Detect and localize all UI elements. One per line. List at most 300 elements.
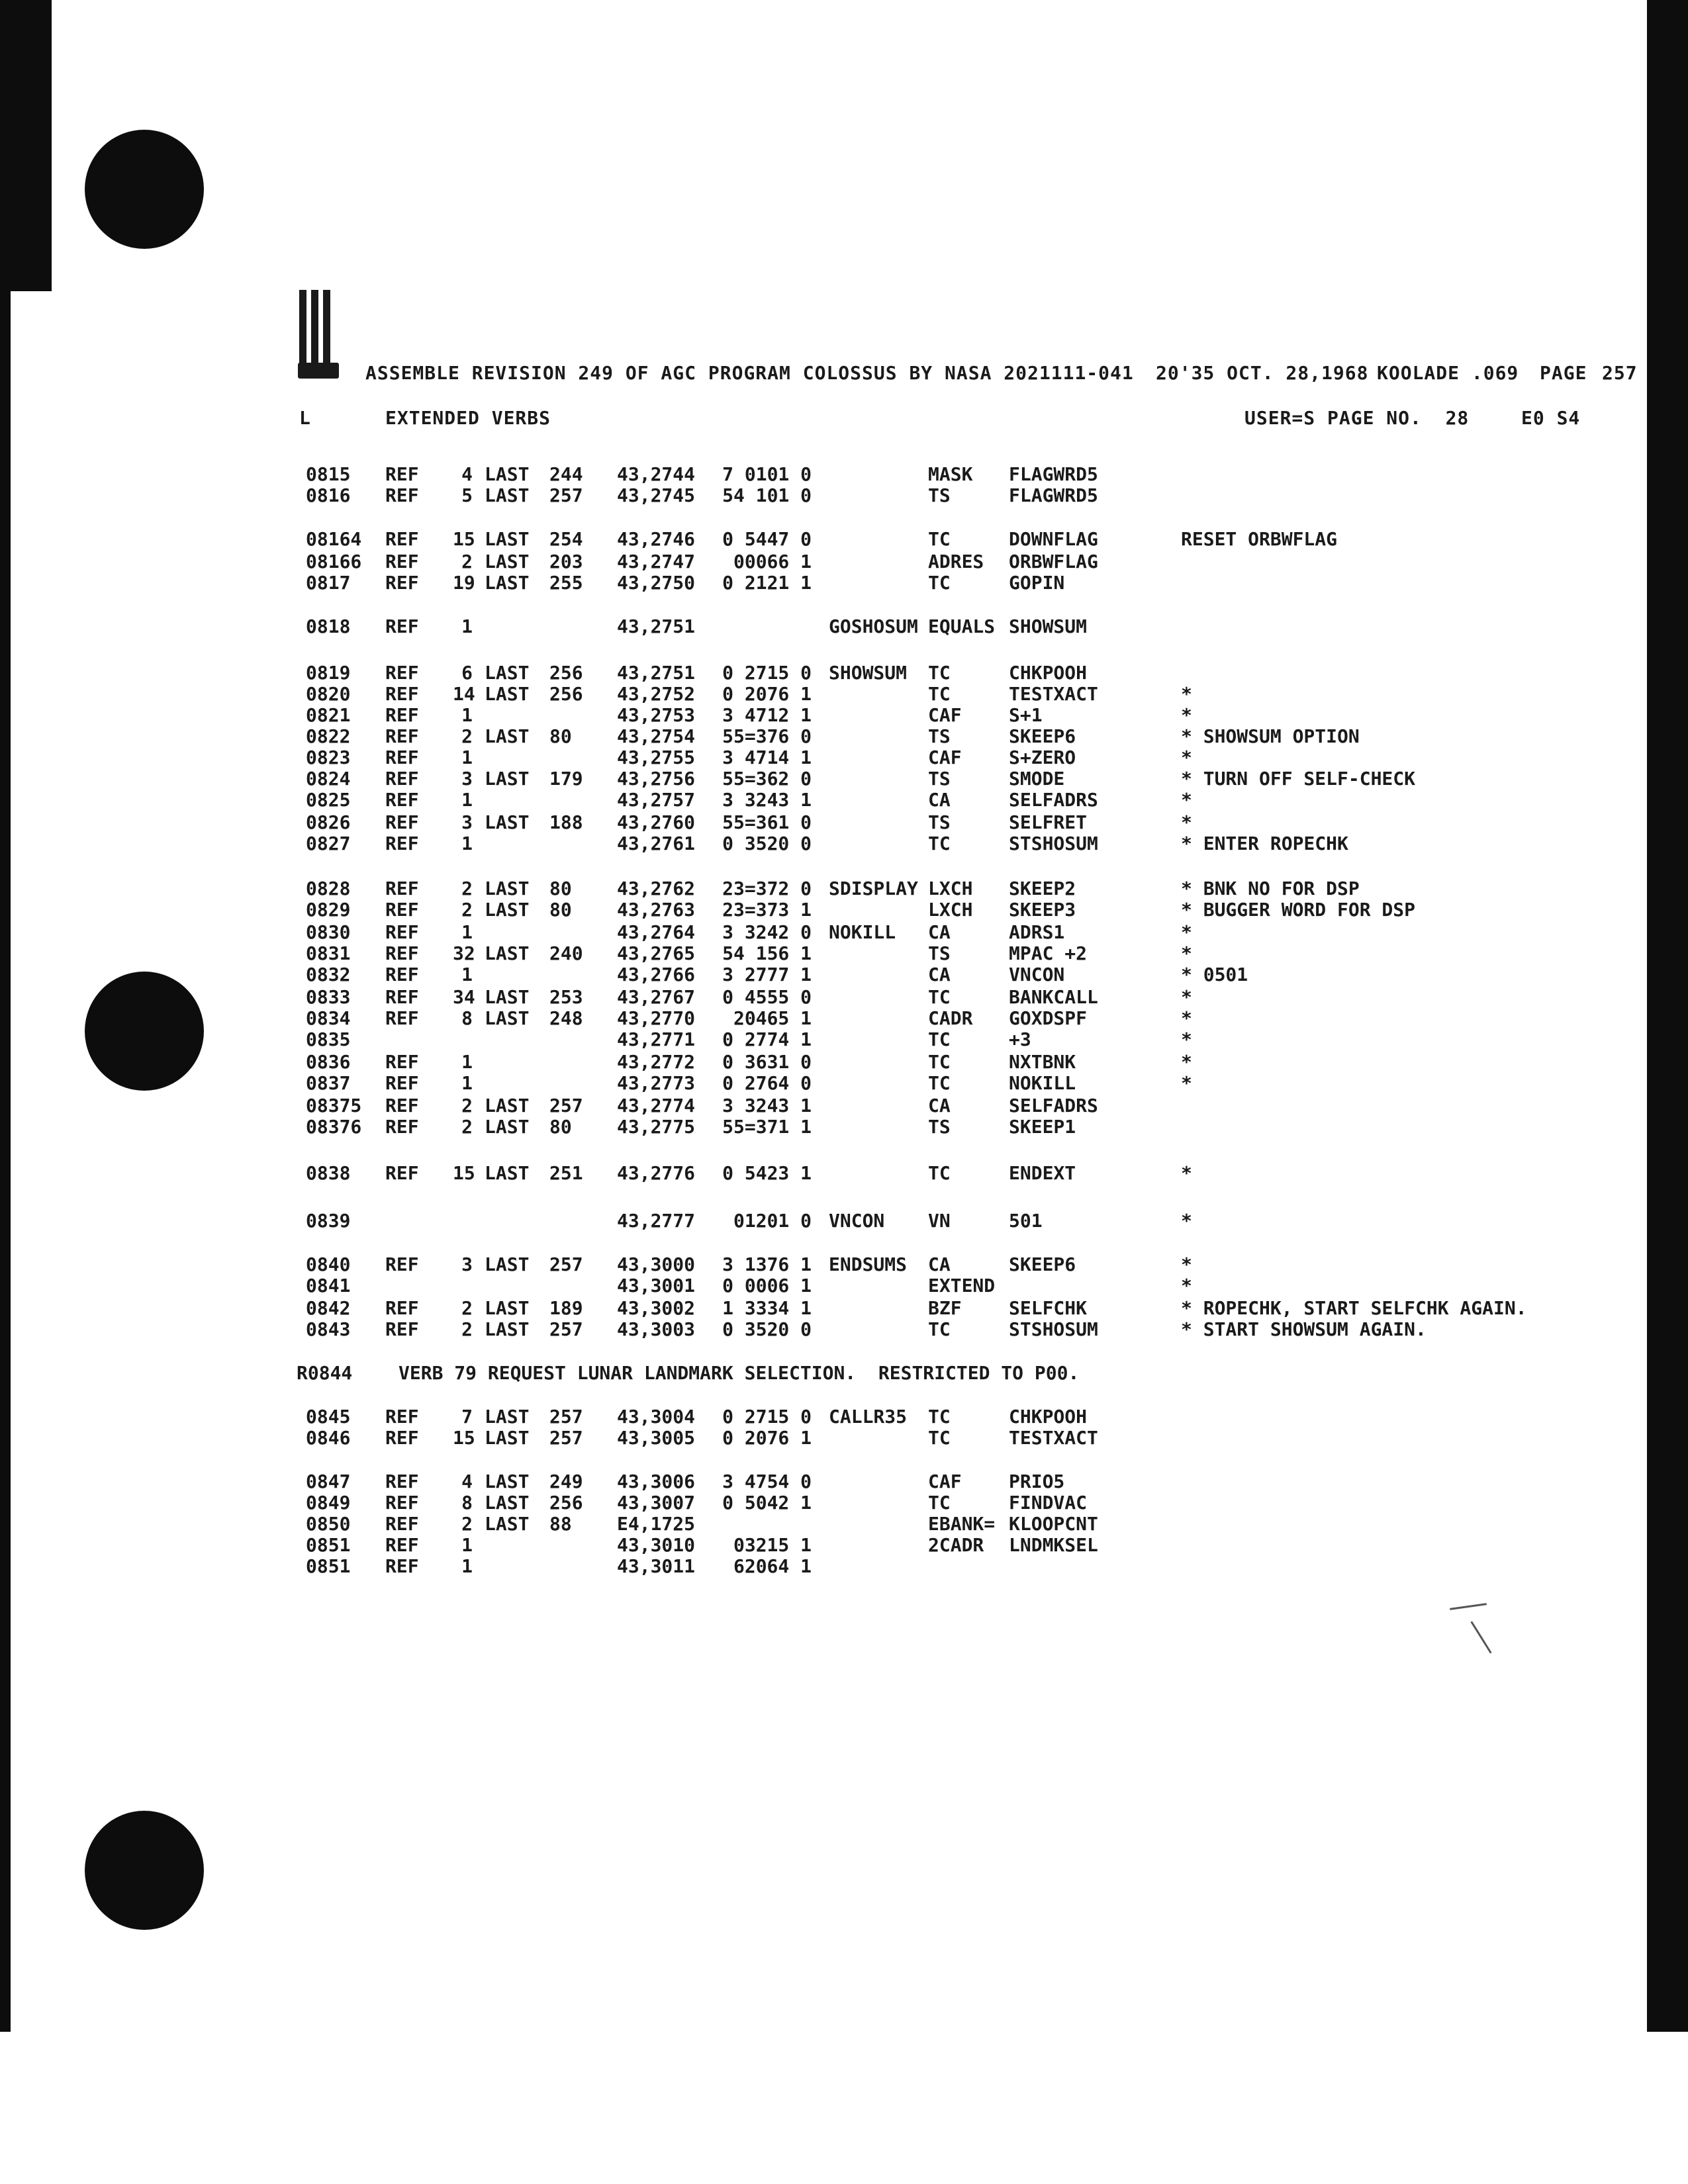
ref-count: 8 <box>461 1007 473 1029</box>
ref-count: 15 <box>453 1162 475 1184</box>
address: 43,2745 <box>617 484 696 506</box>
last-page: 179 <box>549 768 583 790</box>
ref-count: 2 <box>461 899 473 921</box>
address: 43,2756 <box>617 768 696 790</box>
ref-flag: REF <box>385 484 419 506</box>
opcode: TC <box>928 1162 951 1184</box>
address: 43,2761 <box>617 833 696 854</box>
last-flag: LAST <box>485 1492 530 1514</box>
address: 43,2773 <box>617 1072 696 1094</box>
listing-marker: L <box>299 407 311 429</box>
address: 43,2770 <box>617 1007 696 1029</box>
seq-number: 0835 <box>306 1028 351 1050</box>
address: 43,2755 <box>617 747 696 768</box>
opcode: TC <box>928 1028 951 1050</box>
listing-row <box>0 1555 1688 1578</box>
listing-row <box>0 1072 1688 1095</box>
octal-value: 0 3631 0 <box>722 1051 812 1073</box>
ref-flag: REF <box>385 899 419 921</box>
operand: FLAGWRD5 <box>1009 484 1098 506</box>
ref-count: 2 <box>461 1318 473 1340</box>
ref-flag: REF <box>385 1297 419 1319</box>
listing-row <box>0 551 1688 573</box>
opcode: 2CADR <box>928 1534 984 1556</box>
ref-flag: REF <box>385 747 419 768</box>
octal-value: 3 3243 1 <box>722 789 812 811</box>
listing-row <box>0 1406 1688 1428</box>
ref-count: 3 <box>461 811 473 833</box>
seq-number: 0827 <box>306 833 351 854</box>
label: GOSHOSUM <box>829 615 918 637</box>
last-flag: LAST <box>485 942 530 964</box>
address: 43,2751 <box>617 615 696 637</box>
ref-flag: REF <box>385 964 419 985</box>
comment: * <box>1181 747 1192 768</box>
operand: ADRS1 <box>1009 921 1065 943</box>
comment: * SHOWSUM OPTION <box>1181 725 1360 747</box>
ref-flag: REF <box>385 1072 419 1094</box>
opcode: BZF <box>928 1297 962 1319</box>
operand: SMODE <box>1009 768 1065 790</box>
octal-value: 3 1376 1 <box>722 1253 812 1275</box>
ref-flag: REF <box>385 942 419 964</box>
address: 43,3010 <box>617 1534 696 1556</box>
last-flag: LAST <box>485 768 530 790</box>
octal-value: 20465 1 <box>733 1007 812 1029</box>
octal-value: 3 4754 0 <box>722 1471 812 1492</box>
last-flag: LAST <box>485 1406 530 1428</box>
address: 43,3004 <box>617 1406 696 1428</box>
last-page: 248 <box>549 1007 583 1029</box>
listing-row <box>0 1471 1688 1493</box>
seq-number: 0816 <box>306 484 351 506</box>
listing-row <box>0 1492 1688 1514</box>
octal-value: 01201 0 <box>733 1210 812 1232</box>
seq-number: 0815 <box>306 463 351 485</box>
address: 43,2744 <box>617 463 696 485</box>
octal-value: 3 3243 1 <box>722 1095 812 1116</box>
seq-number: 0819 <box>306 662 351 684</box>
last-page: 256 <box>549 1492 583 1514</box>
listing-row <box>0 789 1688 811</box>
last-page: 251 <box>549 1162 583 1184</box>
listing-row <box>0 964 1688 986</box>
opcode: TC <box>928 1406 951 1428</box>
opcode: TS <box>928 725 951 747</box>
ref-count: 19 <box>453 572 475 594</box>
octal-value: 3 4714 1 <box>722 747 812 768</box>
last-page: 88 <box>549 1513 572 1535</box>
ref-count: 15 <box>453 528 475 550</box>
address: 43,2765 <box>617 942 696 964</box>
opcode: TC <box>928 1427 951 1449</box>
listing-row <box>0 811 1688 834</box>
last-page: 257 <box>549 1318 583 1340</box>
section-code: E0 S4 <box>1521 407 1581 429</box>
last-flag: LAST <box>485 1162 530 1184</box>
last-page: 253 <box>549 986 583 1008</box>
octal-value: 3 3242 0 <box>722 921 812 943</box>
operand: SELFADRS <box>1009 789 1098 811</box>
seq-number: 0825 <box>306 789 351 811</box>
operand: ORBWFLAG <box>1009 551 1098 572</box>
punch-hole-bottom <box>85 1811 204 1930</box>
comment: * <box>1181 704 1192 726</box>
seq-number: 08164 <box>306 528 362 550</box>
comment: * <box>1181 1210 1192 1232</box>
ref-count: 15 <box>453 1427 475 1449</box>
address: 43,2762 <box>617 878 696 899</box>
last-flag: LAST <box>485 1427 530 1449</box>
address: 43,2763 <box>617 899 696 921</box>
listing-row <box>0 463 1688 486</box>
comment: * TURN OFF SELF-CHECK <box>1181 768 1416 790</box>
ref-count: 4 <box>461 463 473 485</box>
opcode: CA <box>928 964 951 985</box>
last-page: 249 <box>549 1471 583 1492</box>
seq-number: 0836 <box>306 1051 351 1073</box>
ref-flag: REF <box>385 1253 419 1275</box>
last-flag: LAST <box>485 528 530 550</box>
seq-number: 0843 <box>306 1318 351 1340</box>
ref-flag: REF <box>385 528 419 550</box>
octal-value: 03215 1 <box>733 1534 812 1556</box>
ref-flag: REF <box>385 1007 419 1029</box>
punch-hole-top <box>85 130 204 249</box>
ref-flag: REF <box>385 1095 419 1116</box>
last-page: 240 <box>549 942 583 964</box>
listing-row <box>0 1095 1688 1117</box>
operand: 501 <box>1009 1210 1043 1232</box>
ref-count: 32 <box>453 942 475 964</box>
address: 43,3003 <box>617 1318 696 1340</box>
listing-row <box>0 768 1688 790</box>
seq-number: 0849 <box>306 1492 351 1514</box>
opcode: CA <box>928 1253 951 1275</box>
label: NOKILL <box>829 921 896 943</box>
opcode: TC <box>928 833 951 854</box>
opcode: TC <box>928 1492 951 1514</box>
last-flag: LAST <box>485 1007 530 1029</box>
listing-row <box>0 899 1688 921</box>
octal-value: 0 2774 1 <box>722 1028 812 1050</box>
comment: RESET ORBWFLAG <box>1181 528 1338 550</box>
operand: SKEEP6 <box>1009 1253 1076 1275</box>
seq-number: 0822 <box>306 725 351 747</box>
listing-row <box>0 572 1688 594</box>
operand: NOKILL <box>1009 1072 1076 1094</box>
listing-row <box>0 1534 1688 1557</box>
operand: FLAGWRD5 <box>1009 463 1098 485</box>
address: 43,2747 <box>617 551 696 572</box>
last-page: 80 <box>549 878 572 899</box>
listing-row <box>0 1275 1688 1297</box>
opcode: MASK <box>928 463 973 485</box>
ref-flag: REF <box>385 768 419 790</box>
seq-number: 0823 <box>306 747 351 768</box>
comment: * <box>1181 1028 1192 1050</box>
opcode: ADRES <box>928 551 984 572</box>
operand: SKEEP1 <box>1009 1116 1076 1138</box>
operand: MPAC +2 <box>1009 942 1088 964</box>
operand: SKEEP2 <box>1009 878 1076 899</box>
page-label: PAGE <box>1540 362 1587 384</box>
address: 43,2776 <box>617 1162 696 1184</box>
address: 43,3007 <box>617 1492 696 1514</box>
ref-flag: REF <box>385 615 419 637</box>
address: 43,3002 <box>617 1297 696 1319</box>
opcode: VN <box>928 1210 951 1232</box>
octal-value: 0 2121 1 <box>722 572 812 594</box>
seq-number: 0841 <box>306 1275 351 1297</box>
seq-number: 08376 <box>306 1116 362 1138</box>
ref-count: 2 <box>461 725 473 747</box>
comment: * ROPECHK, START SELFCHK AGAIN. <box>1181 1297 1527 1319</box>
comment: * <box>1181 986 1192 1008</box>
operand: SELFRET <box>1009 811 1088 833</box>
octal-value: 0 3520 0 <box>722 1318 812 1340</box>
address: 43,2752 <box>617 683 696 705</box>
listing-row <box>0 833 1688 855</box>
octal-value: 62064 1 <box>733 1555 812 1577</box>
opcode: CADR <box>928 1007 973 1029</box>
comment: * <box>1181 1162 1192 1184</box>
operand: S+1 <box>1009 704 1043 726</box>
operand: SKEEP3 <box>1009 899 1076 921</box>
address: 43,2753 <box>617 704 696 726</box>
octal-value: 3 4712 1 <box>722 704 812 726</box>
opcode: TC <box>928 662 951 684</box>
listing-row <box>0 1051 1688 1073</box>
last-page: 257 <box>549 1095 583 1116</box>
listing-row <box>0 1028 1688 1051</box>
operand: SKEEP6 <box>1009 725 1076 747</box>
ref-flag: REF <box>385 1162 419 1184</box>
opcode: TC <box>928 1318 951 1340</box>
seq-number: 0824 <box>306 768 351 790</box>
ref-count: 34 <box>453 986 475 1008</box>
ref-flag: REF <box>385 704 419 726</box>
ref-count: 2 <box>461 1095 473 1116</box>
user-page-number: USER=S PAGE NO. 28 <box>1244 407 1470 429</box>
ref-count: 3 <box>461 1253 473 1275</box>
operand: +3 <box>1009 1028 1031 1050</box>
octal-value: 3 2777 1 <box>722 964 812 985</box>
label: SHOWSUM <box>829 662 908 684</box>
listing-row <box>0 1210 1688 1232</box>
address: 43,2777 <box>617 1210 696 1232</box>
listing-row <box>0 1162 1688 1185</box>
ref-count: 2 <box>461 1297 473 1319</box>
last-page: 203 <box>549 551 583 572</box>
octal-value: 54 101 0 <box>722 484 812 506</box>
operand: KLOOPCNT <box>1009 1513 1098 1535</box>
seq-number: 0840 <box>306 1253 351 1275</box>
octal-value: 0 2076 1 <box>722 683 812 705</box>
octal-value: 0 5447 0 <box>722 528 812 550</box>
listing-info: KOOLADE .069 <box>1377 362 1519 384</box>
last-flag: LAST <box>485 662 530 684</box>
comment: * <box>1181 921 1192 943</box>
octal-value: 0 2715 0 <box>722 662 812 684</box>
last-flag: LAST <box>485 572 530 594</box>
listing-row <box>0 1297 1688 1320</box>
ref-count: 1 <box>461 789 473 811</box>
operand: TESTXACT <box>1009 683 1098 705</box>
address: 43,2760 <box>617 811 696 833</box>
seq-number: 0846 <box>306 1427 351 1449</box>
last-flag: LAST <box>485 1318 530 1340</box>
ref-flag: REF <box>385 1051 419 1073</box>
ref-flag: REF <box>385 725 419 747</box>
last-flag: LAST <box>485 463 530 485</box>
address: 43,3005 <box>617 1427 696 1449</box>
listing-row <box>0 1116 1688 1138</box>
opcode: LXCH <box>928 878 973 899</box>
listing-row <box>0 1427 1688 1449</box>
operand: CHKPOOH <box>1009 1406 1088 1428</box>
comment: * <box>1181 789 1192 811</box>
printer-logo-icon <box>298 290 339 383</box>
ref-flag: REF <box>385 1318 419 1340</box>
ref-count: 6 <box>461 662 473 684</box>
comment: * <box>1181 1275 1192 1297</box>
section-title: EXTENDED VERBS <box>385 407 551 429</box>
opcode: EQUALS <box>928 615 996 637</box>
address: 43,3000 <box>617 1253 696 1275</box>
comment: * START SHOWSUM AGAIN. <box>1181 1318 1427 1340</box>
address: 43,2775 <box>617 1116 696 1138</box>
octal-value: 23=373 1 <box>722 899 812 921</box>
octal-value: 00066 1 <box>733 551 812 572</box>
address: 43,2750 <box>617 572 696 594</box>
octal-value: 54 156 1 <box>722 942 812 964</box>
ref-count: 1 <box>461 747 473 768</box>
operand: CHKPOOH <box>1009 662 1088 684</box>
opcode: TC <box>928 572 951 594</box>
comment: * BNK NO FOR DSP <box>1181 878 1360 899</box>
label: VNCON <box>829 1210 885 1232</box>
opcode: TC <box>928 986 951 1008</box>
seq-number: 0833 <box>306 986 351 1008</box>
last-page: 257 <box>549 484 583 506</box>
ref-flag: REF <box>385 1492 419 1514</box>
address: E4,1725 <box>617 1513 696 1535</box>
listing-row <box>0 942 1688 965</box>
last-page: 255 <box>549 572 583 594</box>
ref-flag: REF <box>385 572 419 594</box>
listing-row <box>0 662 1688 684</box>
page-number: 257 <box>1602 362 1638 384</box>
label: SDISPLAY <box>829 878 918 899</box>
octal-value: 0 2764 0 <box>722 1072 812 1094</box>
listing-row <box>0 986 1688 1009</box>
address: 43,2746 <box>617 528 696 550</box>
last-flag: LAST <box>485 811 530 833</box>
ref-count: 2 <box>461 878 473 899</box>
address: 43,2757 <box>617 789 696 811</box>
listing-row <box>0 615 1688 638</box>
address: 43,3011 <box>617 1555 696 1577</box>
remark-seq: R0844 <box>297 1362 353 1384</box>
listing-timestamp: 20'35 OCT. 28,1968 <box>1156 362 1369 384</box>
ref-flag: REF <box>385 1555 419 1577</box>
ref-count: 5 <box>461 484 473 506</box>
address: 43,2751 <box>617 662 696 684</box>
opcode: TS <box>928 768 951 790</box>
ref-flag: REF <box>385 1471 419 1492</box>
last-page: 244 <box>549 463 583 485</box>
seq-number: 0817 <box>306 572 351 594</box>
opcode: EXTEND <box>928 1275 996 1297</box>
listing-row <box>0 747 1688 769</box>
last-page: 257 <box>549 1253 583 1275</box>
seq-number: 0845 <box>306 1406 351 1428</box>
operand: SELFCHK <box>1009 1297 1088 1319</box>
opcode: CA <box>928 921 951 943</box>
last-flag: LAST <box>485 1253 530 1275</box>
ref-count: 1 <box>461 704 473 726</box>
octal-value: 0 2715 0 <box>722 1406 812 1428</box>
listing-row <box>0 484 1688 507</box>
opcode: CAF <box>928 704 962 726</box>
address: 43,2766 <box>617 964 696 985</box>
opcode: EBANK= <box>928 1513 996 1535</box>
operand: FINDVAC <box>1009 1492 1088 1514</box>
ref-count: 1 <box>461 964 473 985</box>
last-flag: LAST <box>485 986 530 1008</box>
listing-row <box>0 1318 1688 1341</box>
octal-value: 0 0006 1 <box>722 1275 812 1297</box>
ref-flag: REF <box>385 986 419 1008</box>
listing-row <box>0 1007 1688 1030</box>
address: 43,2774 <box>617 1095 696 1116</box>
opcode: CA <box>928 1095 951 1116</box>
comment: * ENTER ROPECHK <box>1181 833 1348 854</box>
octal-value: 0 2076 1 <box>722 1427 812 1449</box>
ref-flag: REF <box>385 551 419 572</box>
comment: * <box>1181 1007 1192 1029</box>
operand: DOWNFLAG <box>1009 528 1098 550</box>
ref-count: 3 <box>461 768 473 790</box>
comment: * <box>1181 1072 1192 1094</box>
scan-mark <box>1470 1621 1491 1653</box>
octal-value: 55=376 0 <box>722 725 812 747</box>
ref-count: 1 <box>461 1555 473 1577</box>
comment: * 0501 <box>1181 964 1248 985</box>
ref-flag: REF <box>385 921 419 943</box>
operand: SHOWSUM <box>1009 615 1088 637</box>
last-flag: LAST <box>485 551 530 572</box>
seq-number: 0821 <box>306 704 351 726</box>
ref-count: 1 <box>461 921 473 943</box>
address: 43,2764 <box>617 921 696 943</box>
ref-flag: REF <box>385 1513 419 1535</box>
ref-count: 1 <box>461 615 473 637</box>
comment: * <box>1181 1051 1192 1073</box>
opcode: TC <box>928 1072 951 1094</box>
seq-number: 0837 <box>306 1072 351 1094</box>
ref-flag: REF <box>385 811 419 833</box>
octal-value: 0 4555 0 <box>722 986 812 1008</box>
opcode: TC <box>928 683 951 705</box>
ref-flag: REF <box>385 1427 419 1449</box>
operand: VNCON <box>1009 964 1065 985</box>
ref-flag: REF <box>385 463 419 485</box>
operand: GOPIN <box>1009 572 1065 594</box>
seq-number: 0838 <box>306 1162 351 1184</box>
octal-value: 55=371 1 <box>722 1116 812 1138</box>
